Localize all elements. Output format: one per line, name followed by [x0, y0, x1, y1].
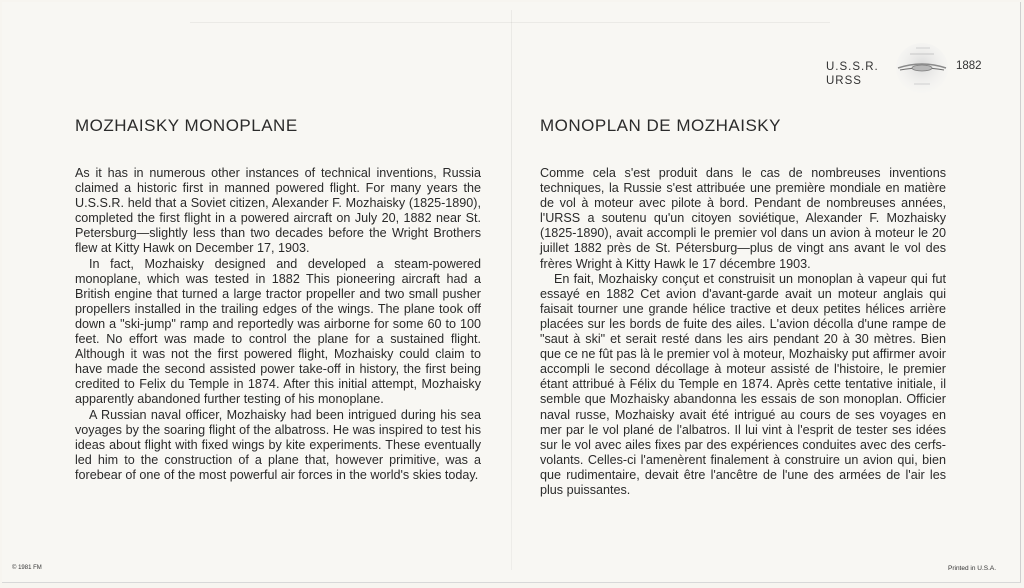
french-paragraph-1: Comme cela s'est produit dans le cas de nombreuses inventions techniques, la Russie s'est attribuée une première mondiale en matière de vol à moteur avec pilote à bord. Pendant de nombreuses années, l'URSS a soutenu qu'un citoyen soviétique, Alexander F. Mozhaisky (1825-1890), avait accompli le premier vol dans un avion à moteur le 20 juillet 1882 près de St. Pétersburg—plus de vingt ans avant le vol des frères Wright à Kitty Hawk le 17 décembre 1903.	[540, 166, 946, 271]
header	[826, 40, 1006, 96]
english-paragraph-1: As it has in numerous other instances of technical inventions, Russia claimed a historic first in manned powered flight. For many years the U.S.S.R. held that a Soviet citizen, Alexander F. Mozhaisky (1825-1890), completed the first flight in a powered aircraft on July 20, 1882 near St. Petersburg—slightly less than two decades before the Wright Brothers flew at Kitty Hawk on December 17, 1903.	[75, 166, 481, 256]
year-label: 1882	[956, 60, 982, 72]
country-fr: URSS	[826, 75, 862, 87]
french-column	[540, 116, 946, 498]
monoplane-emblem-icon	[890, 40, 954, 96]
english-title: MOZHAISKY MONOPLANE	[75, 116, 298, 135]
english-paragraph-2: In fact, Mozhaisky designed and developed a steam-powered monoplane, which was tested in 1882 This pioneering aircraft had a British engine that turned a large tractor propeller and two small pusher propellers installed in the trailing edges of the wings. The plane took off down a "ski-jump" ramp and reportedly was airborne for some 60 to 100 feet. No effort was made to control the plane for a sustained flight. Although it was not the first powered flight, Mozhaisky could claim to have made the second assisted power take-off in history, the first being credited to Felix du Temple in 1874. After this initial attempt, Mozhaisky apparently abandoned further testing of his monoplane.	[75, 256, 481, 407]
country-en: U.S.S.R.	[826, 61, 879, 73]
printed-label: Printed in U.S.A.	[948, 565, 997, 572]
country-label	[826, 60, 879, 88]
french-paragraph-2: En fait, Mozhaisky conçut et construisit un monoplan à vapeur qui fut essayé en 1882 Cet avion d'avant-garde avait un moteur anglais qui faisait tourner une grande hélice tractive et deux petites hélices arrière placées sur les bords de fuite des ailes. L'avion décolla d'une rampe de "saut à ski" et serait resté dans les airs pendant 20 à 30 mètres. Bien que ce ne fût pas là le premier vol à moteur, Mozhaisky put affirmer avoir accompli le second décollage à moteur assisté de l'histoire, le premier étant attribué à Félix du Temple en 1874. Après cette tentative initiale, il semble que Mozhaisky abandonna les essais de son monoplan. Officier naval russe, Mozhaisky avait été intrigué au cours de ses voyages en mer par le vol plané de l'albatros. Il lui vint à l'esprit de tester ses idées sur le vol avec ailes fixes par des expériences conduites avec des cerfs-volants. Celles-ci l'amenèrent finalement à construire un avion qui, bien que rudimentaire, devait être l'ancêtre de l'une des armées de l'air les plus puissantes.	[540, 271, 946, 497]
french-title: MONOPLAN DE MOZHAISKY	[540, 116, 781, 135]
top-divider	[190, 22, 830, 23]
english-column	[75, 116, 481, 483]
copyright-label: © 1981 FM	[12, 565, 42, 571]
english-paragraph-3: A Russian naval officer, Mozhaisky had been intrigued during his sea voyages by the soaring flight of the albatross. He was inspired to test his ideas about flight with fixed wings by kite experiments. These eventually led him to the construction of a plane that, however primitive, was a forebear of one of the most powerful air forces in the world's skies today.	[75, 407, 481, 482]
center-fold	[511, 10, 512, 570]
